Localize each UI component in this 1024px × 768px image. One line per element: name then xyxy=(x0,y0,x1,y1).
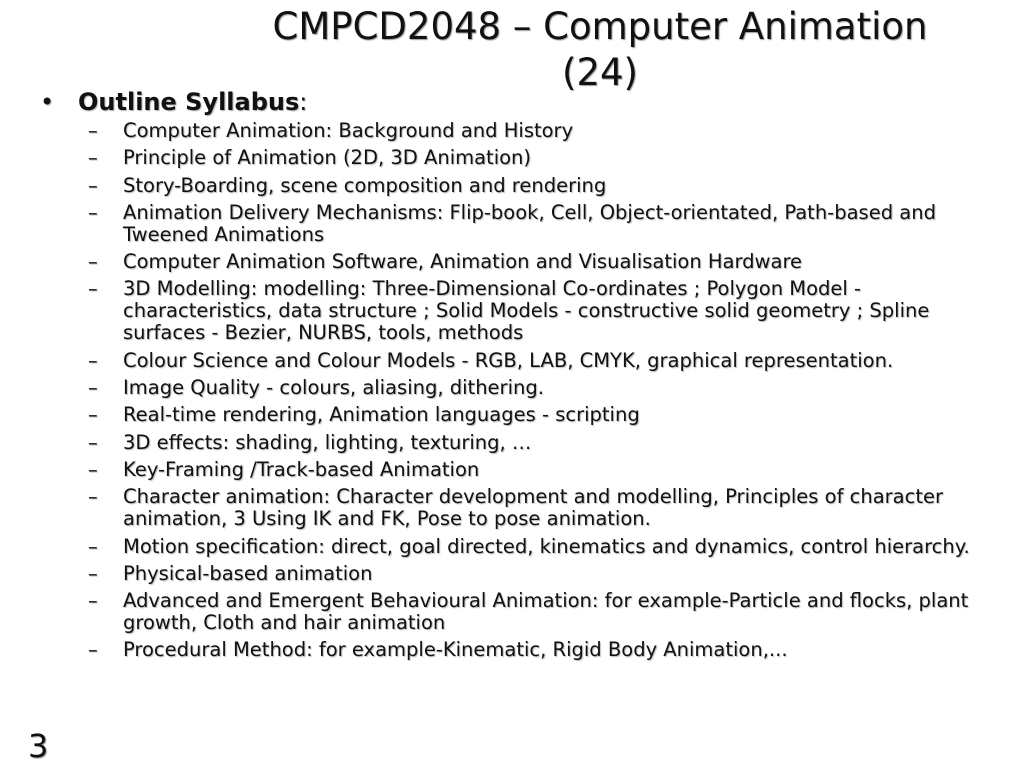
dash-icon: – xyxy=(88,119,98,142)
syllabus-item xyxy=(88,563,1006,585)
syllabus-item xyxy=(88,147,1006,169)
dash-icon: – xyxy=(88,250,98,274)
dash-icon: – xyxy=(88,561,98,585)
syllabus-item xyxy=(88,459,1006,481)
syllabus-item-text: Computer Animation Software, Animation and Visualisation Hardware xyxy=(123,250,803,274)
syllabus-item-text: Computer Animation: Background and History xyxy=(123,119,574,142)
syllabus-item-text: Motion specification: direct, goal directed, kinematics and dynamics, control hierarchy. xyxy=(123,534,970,558)
syllabus-item-text: Character animation: Character development and modelling, Principles of character animation, 3 Using IK and FK, Pose to pose animation. xyxy=(123,485,944,531)
syllabus-item-text: Story-Boarding, scene composition and rendering xyxy=(123,173,607,197)
outline-bullet xyxy=(40,87,307,117)
syllabus-item xyxy=(88,377,1006,399)
syllabus-item xyxy=(88,251,1006,273)
syllabus-item xyxy=(88,590,1006,634)
bullet-icon: • xyxy=(40,88,55,116)
syllabus-item-text: Colour Science and Colour Models - RGB, LAB, CMYK, graphical representation. xyxy=(123,348,894,372)
syllabus-item xyxy=(88,404,1006,426)
syllabus-item-text: Procedural Method: for example-Kinematic, Rigid Body Animation,... xyxy=(123,638,788,662)
dash-icon: – xyxy=(88,638,98,662)
syllabus-item-text: Advanced and Emergent Behavioural Animation: for example-Particle and flocks, plant growth, Cloth and hair animation xyxy=(123,589,969,635)
slide-title-line1: CMPCD2048 – Computer Animation xyxy=(272,5,928,48)
syllabus-item xyxy=(88,202,1006,246)
dash-icon: – xyxy=(88,589,98,613)
syllabus-item xyxy=(88,639,1006,661)
syllabus-item xyxy=(88,120,1006,142)
syllabus-item xyxy=(88,536,1006,558)
syllabus-item-text: 3D Modelling: modelling: Three-Dimensional Co-ordinates ; Polygon Model - characteristics, data structure ; Solid Models - constructive solid geometry ; Spline surfaces - Bezier, NURBS, tools, methods xyxy=(123,277,930,345)
dash-icon: – xyxy=(88,534,98,558)
dash-icon: – xyxy=(88,485,98,509)
syllabus-item xyxy=(88,175,1006,197)
syllabus-item-text: Animation Delivery Mechanisms: Flip-book, Cell, Object-orientated, Path-based and Tweened Animations xyxy=(123,200,936,246)
outline-heading-suffix: : xyxy=(299,88,308,116)
syllabus-item-text: 3D effects: shading, lighting, texturing, … xyxy=(123,430,532,454)
slide-title-line2: (24) xyxy=(562,51,638,94)
syllabus-item-text: Physical-based animation xyxy=(123,561,373,585)
syllabus-item-text: Real-time rendering, Animation languages - scripting xyxy=(123,403,640,427)
dash-icon: – xyxy=(88,430,98,454)
slide-title xyxy=(200,4,1000,96)
syllabus-item xyxy=(88,278,1006,344)
dash-icon: – xyxy=(88,403,98,427)
dash-icon: – xyxy=(88,173,98,197)
dash-icon: – xyxy=(88,146,98,170)
syllabus-item xyxy=(88,432,1006,454)
outline-heading: Outline Syllabus xyxy=(78,88,300,116)
syllabus-item-text: Image Quality - colours, aliasing, dithering. xyxy=(123,376,544,400)
dash-icon: – xyxy=(88,376,98,400)
dash-icon: – xyxy=(88,457,98,481)
dash-icon: – xyxy=(88,277,98,301)
syllabus-item xyxy=(88,486,1006,530)
syllabus-list xyxy=(88,120,1006,667)
dash-icon: – xyxy=(88,200,98,224)
page-number: 3 xyxy=(28,727,49,765)
syllabus-item-text: Key-Framing /Track-based Animation xyxy=(123,457,480,481)
dash-icon: – xyxy=(88,348,98,372)
syllabus-item xyxy=(88,350,1006,372)
syllabus-item-text: Principle of Animation (2D, 3D Animation) xyxy=(123,146,532,170)
